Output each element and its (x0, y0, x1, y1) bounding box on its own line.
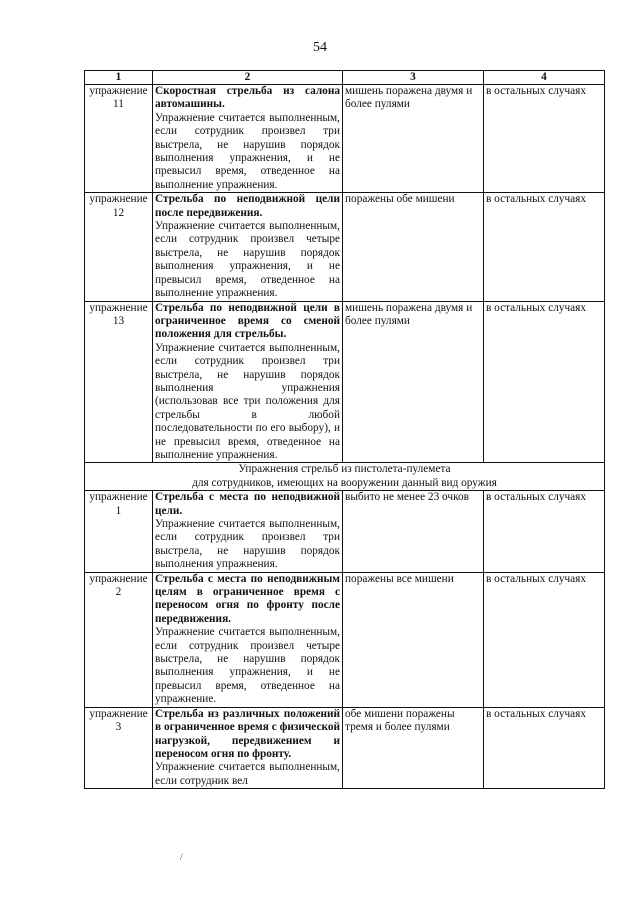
exercise-description-cell (153, 301, 343, 463)
section-heading-line: для сотрудников, имеющих на вооружении данный вид оружия (192, 476, 497, 489)
exercise-number: упражнение 11 (85, 85, 153, 193)
column-header: 1 (85, 71, 153, 85)
exercise-description: Упражнение считается выполненным, если сотрудник произвел три выстрела, не нарушив порядок выполнения упражнения. (155, 518, 340, 571)
exercise-title: Стрельба из различных положений в ограниченное время с физической нагрузкой, передвижением и переносом огня по фронту. (155, 707, 340, 760)
table-row (85, 193, 605, 301)
success-condition: выбито не менее 23 очков (343, 491, 484, 572)
exercise-description: Упражнение считается выполненным, если сотрудник произвел четыре выстрела, не нарушив порядок выполнения упражнения, и не превысил время, отведенное на выполнение упражнения. (155, 220, 340, 300)
table-row (85, 707, 605, 788)
exercise-table (84, 70, 605, 789)
exercise-description: Упражнение считается выполненным, если сотрудник произвел четыре выстрела, не нарушив порядок выполнения упражнения, и не превысил время, отведенное на упражнение. (155, 626, 340, 706)
exercise-number: упражнение 1 (85, 491, 153, 572)
other-cases: в остальных случаях (484, 193, 605, 301)
exercise-description-cell (153, 193, 343, 301)
page-number: 54 (313, 40, 327, 55)
other-cases: в остальных случаях (484, 85, 605, 193)
exercise-number: упражнение 12 (85, 193, 153, 301)
other-cases: в остальных случаях (484, 572, 605, 707)
success-condition: поражены обе мишени (343, 193, 484, 301)
table-row (85, 572, 605, 707)
column-header: 2 (153, 71, 343, 85)
exercise-description-cell (153, 85, 343, 193)
exercise-number: упражнение 2 (85, 572, 153, 707)
table-row (85, 301, 605, 463)
exercise-description: Упражнение считается выполненным, если сотрудник произвел три выстрела, не нарушив порядок выполнения упражнения (использовав все три положения для стрельбы в любой последовательности по его выбору), и не превысил время, отведенное на выполнение упражнения. (155, 341, 340, 461)
section-heading (85, 463, 605, 491)
exercise-number: упражнение 13 (85, 301, 153, 463)
exercise-description-cell (153, 572, 343, 707)
exercise-description: Упражнение считается выполненным, если сотрудник произвел три выстрела, не нарушив порядок выполнения упражнения, и не превысил время, отведенное на выполнение упражнения. (155, 111, 340, 191)
section-heading-line: Упражнения стрельб из пистолета-пулемета (238, 463, 451, 476)
other-cases: в остальных случаях (484, 491, 605, 572)
column-header: 3 (343, 71, 484, 85)
success-condition: мишень поражена двумя и более пулями (343, 85, 484, 193)
exercise-title: Стрельба по неподвижной цели после передвижения. (155, 193, 340, 219)
success-condition: мишень поражена двумя и более пулями (343, 301, 484, 463)
exercise-title: Стрельба с места по неподвижным целям в ограниченное время с переносом огня по фронту после передвижения. (155, 572, 340, 625)
column-header: 4 (484, 71, 605, 85)
bottom-mark: / (180, 852, 183, 863)
other-cases: в остальных случаях (484, 301, 605, 463)
table-row (85, 85, 605, 193)
exercise-description: Упражнение считается выполненным, если сотрудник вел (155, 761, 340, 787)
exercise-number: упражнение 3 (85, 707, 153, 788)
exercise-description-cell (153, 707, 343, 788)
section-heading-row (85, 463, 605, 491)
exercise-description-cell (153, 491, 343, 572)
success-condition: обе мишени поражены тремя и более пулями (343, 707, 484, 788)
exercise-title: Стрельба по неподвижной цели в ограниченное время со сменой положения для стрельбы. (155, 301, 340, 341)
exercise-title: Стрельба с места по неподвижной цели. (155, 491, 340, 517)
table-header-row (85, 71, 605, 85)
exercise-title: Скоростная стрельба из салона автомашины. (155, 85, 340, 111)
success-condition: поражены все мишени (343, 572, 484, 707)
table-row (85, 491, 605, 572)
other-cases: в остальных случаях (484, 707, 605, 788)
